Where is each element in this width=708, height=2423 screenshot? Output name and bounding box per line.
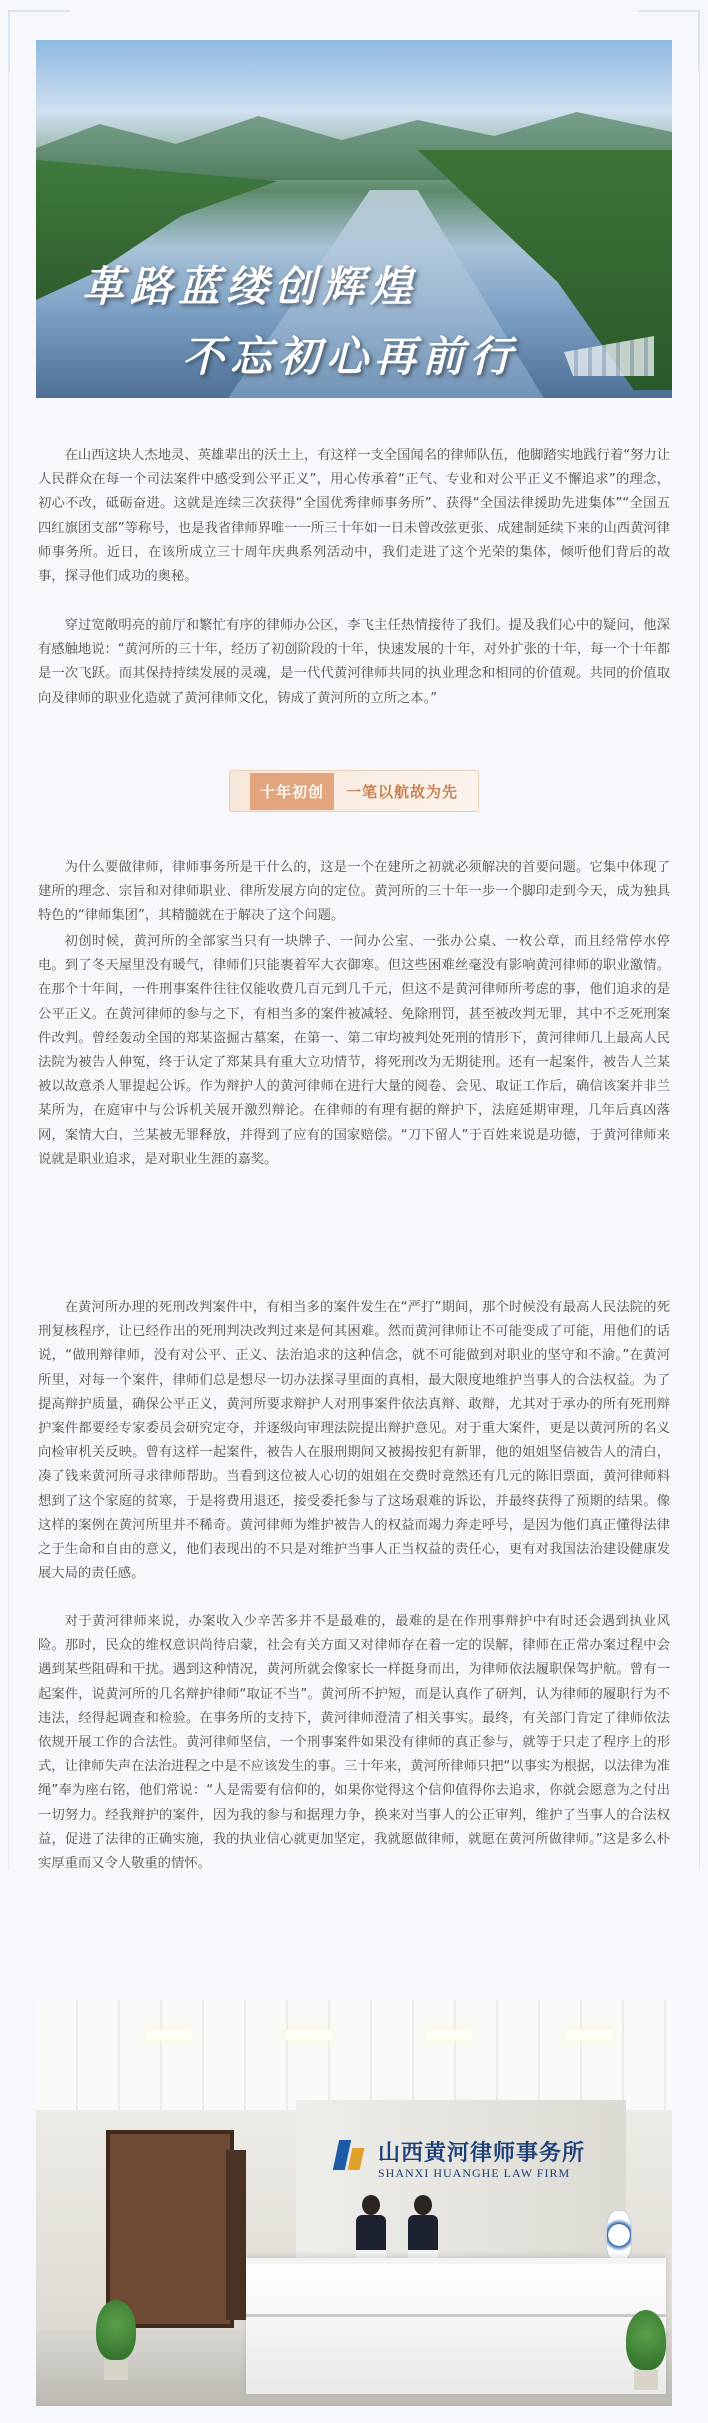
- wooden-door: [106, 2130, 234, 2328]
- intro-paragraph-1: 在山西这块人杰地灵、英雄辈出的沃土上，有这样一支全国闻名的律师队伍，他脚踏实地践行着“努力让人民群众在每一个司法案件中感受到公平正义”，用心传承着“正气、专业和对公平正义不懈追求”的理念，初心不改，砥砺奋进。这就是连续三次获得“全国优秀律师事务所”、获得“全国法律援助先进集体”“全国五四红旗团支部”等称号，也是我省律师界唯一一所三十年如一日未曾改弦更张、成建制延续下来的山西黄河律师事务所。近日，在该所成立三十周年庆典系列活动中，我们走进了这个光荣的集体，倾听他们背后的故事，探寻他们成功的奥秘。: [38, 448, 670, 585]
- frame-line-left: [8, 70, 9, 1870]
- hero-river-image: [36, 40, 672, 398]
- section-tag: 十年初创: [250, 773, 334, 810]
- office-reception-photo: [36, 2000, 672, 2406]
- body-paragraph-2: 初创时候，黄河所的全部家当只有一块牌子、一间办公室、一张办公桌、一枚公章，而且经常停水停电。到了冬天屋里没有暖气，律师们只能裹着军大衣御寒。但这些困难丝毫没有影响黄河律师的职业激情。在那个十年间，一件刑事案件往往仅能收费几百元到几千元，但这不是黄河律师所考虑的事，他们追求的是公平正义。在黄河律师的参与之下，有相当多的案件被减轻、免除刑罚，甚至被改判无罪，其中不乏死刑案件改判。曾经轰动全国的郑某盗掘古墓案，在第一、第二审均被判处死刑的情形下，黄河律师几上最高人民法院为被告人伸冤，终于认定了郑某具有重大立功情节，将死刑改为无期徒刑。还有一起案件，被告人兰某被以故意杀人罪提起公诉。作为辩护人的黄河律师在进行大量的阅卷、会见、取证工作后，确信该案并非兰某所为，在庭审中与公诉机关展开激烈辩论。在律师的有理有据的辩护下，法庭延期审理，几年后真凶落网，案情大白，兰某被无罪释放，并得到了应有的国家赔偿。“刀下留人”于百姓来说是功德，于黄河律师来说就是职业追求，是对职业生涯的嘉奖。: [38, 934, 670, 1167]
- ceiling-light: [146, 2030, 192, 2040]
- reception-desk: [246, 2258, 666, 2394]
- ceiling-light: [426, 2030, 472, 2040]
- firm-logo-icon: [336, 2140, 366, 2170]
- receptionist: [356, 2195, 386, 2265]
- potted-plant: [626, 2310, 666, 2390]
- section-title: 一笔以航故为先: [346, 782, 459, 801]
- firm-name-chinese: 山西黄河律师事务所: [378, 2140, 586, 2166]
- ceiling-light: [566, 2030, 612, 2040]
- door-frame: [226, 2150, 246, 2320]
- body-paragraph-4: 对于黄河律师来说，办案收入少辛苦多并不是最难的，最难的是在作刑事辩护中有时还会遇到执业风险。那时，民众的维权意识尚待启蒙，社会有关方面又对律师存在着一定的误解，律师在正常办案过程中会遇到某些阻碍和干扰。遇到这种情况，黄河所就会像家长一样挺身而出，为律师依法履职保驾护航。曾有一起案件，说黄河所的几名辩护律师“取证不当”。黄河所不护短，而是认真作了研判，认为律师的履职行为不违法，经得起调查和检验。在事务所的支持下，黄河律师澄清了相关事实。最终，有关部门肯定了律师依法依规开展工作的合法性。黄河律师坚信，一个刑事案件如果没有律师的真正参与，就等于只走了程序上的形式，让律师失声在法治进程之中是不应该发生的事。三十年来，黄河所律师只把“以事实为根据，以法律为准绳”奉为座右铭，他们常说：“人是需要有信仰的，如果你觉得这个信仰值得你去追求，你就会愿意为之付出一切努力。经我辩护的案件，因为我的参与和据理力争，换来对当事人的公正审判，维护了当事人的合法权益，促进了法律的正确实施，我的执业信心就更加坚定，我就愿做律师，就愿在黄河所做律师。”这是多么朴实厚重而又令人敬重的情怀。: [38, 1614, 670, 1872]
- body-paragraph-3: 在黄河所办理的死刑改判案件中，有相当多的案件发生在“严打”期间，那个时候没有最高人民法院的死刑复核程序，让已经作出的死刑判决改判过来是何其困难。然而黄河律师让不可能变成了可能，用他们的话说，“做刑辩律师，没有对公平、正义、法治追求的这种信念，就不可能做到对职业的坚守和不渝。”在黄河所里，对每一个案件，律师们总是想尽一切办法探寻里面的真相，最大限度地维护当事人的合法权益。为了提高辩护质量，确保公平正义，黄河所要求辩护人对刑事案件依法真辩、敢辩，尤其对于承办的所有死刑辩护案件都要经专家委员会研究定夺，并逐级向审理法院提出辩护意见。对于重大案件，更是以黄河所的名义向检审机关反映。曾有这样一起案件，被告人在服刑期间又被揭按犯有新罪，他的姐姐坚信被告人的清白，凑了钱来黄河所寻求律师帮助。当看到这位被人心切的姐姐在交费时竟然还有几元的陈旧票面，黄河律师料想到了这个家庭的贫寒，于是将费用退还，接受委托参与了这场艰难的诉讼，并最终获得了预期的结果。像这样的案例在黄河所里并不稀奇。黄河律师为维护被告人的权益而竭力奔走呼号，是因为他们真正懂得法律之于生命和自由的意义，他们表现出的不只是对维护当事人正当权益的责任心，更有对我国法治建设健康发展大局的责任感。: [38, 1300, 670, 1582]
- frame-line-right: [699, 70, 700, 1870]
- office-ceiling: [36, 2000, 672, 2110]
- body-paragraph-1: 为什么要做律师，律师事务所是干什么的，这是一个在建所之初就必须解决的首要问题。它集中体现了建所的理念、宗旨和对律师职业、律所发展方向的定位。黄河所的三十年一步一个脚印走到今天，成为独具特色的“律师集团”，其精髓就在于解决了这个问题。: [38, 860, 670, 924]
- ceiling-light: [286, 2030, 332, 2040]
- potted-plant: [96, 2300, 136, 2380]
- firm-name-english: SHANXI HUANGHE LAW FIRM: [378, 2166, 571, 2180]
- intro-paragraph-2: 穿过宽敞明亮的前厅和繁忙有序的律师办公区，李飞主任热情接待了我们。提及我们心中的疑问，他深有感触地说：“黄河所的三十年，经历了初创阶段的十年，快速发展的十年，对外扩张的十年，每一个十年都是一次飞跃。而其保持持续发展的灵魂，是一代代黄河律师共同的执业理念和相同的价值观。共同的价值取向及律师的职业化造就了黄河律师文化，铸成了黄河所的立所之本。”: [38, 618, 670, 706]
- hero-title-line1: 革路蓝缕创辉煌: [82, 262, 419, 311]
- porcelain-vase: [606, 2210, 632, 2260]
- section-heading: [229, 770, 479, 812]
- hero-title-line2: 不忘初心再前行: [182, 332, 519, 381]
- receptionist: [408, 2195, 438, 2265]
